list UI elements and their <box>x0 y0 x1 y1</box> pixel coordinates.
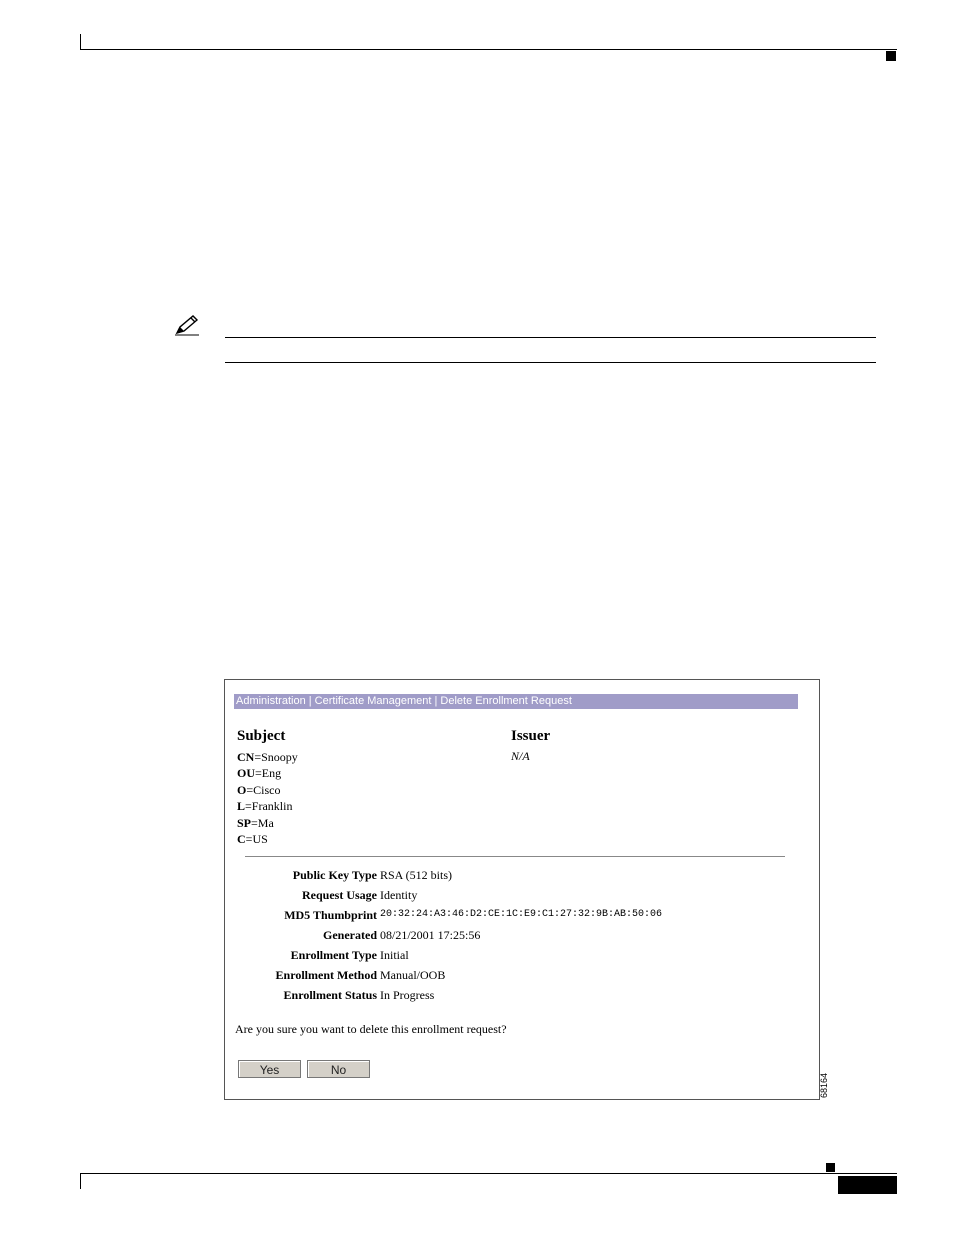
property-value: RSA (512 bits) <box>380 868 453 882</box>
note-pencil-icon <box>174 314 200 336</box>
property-value: 08/21/2001 17:25:56 <box>380 928 481 942</box>
issuer-heading: Issuer <box>511 728 551 744</box>
subject-field-c: C=US <box>237 832 268 847</box>
header-tick <box>80 34 81 50</box>
property-label: Enrollment Type <box>290 948 377 962</box>
property-label: Enrollment Status <box>283 988 377 1002</box>
breadcrumb: Administration | Certificate Management | Delete Enrollment Request <box>234 694 798 709</box>
note-rule-bottom <box>225 362 876 363</box>
property-label: Public Key Type <box>292 868 377 882</box>
section-divider <box>245 856 785 857</box>
property-label: Generated <box>323 928 377 942</box>
subject-field-cn: CN=Snoopy <box>237 750 298 764</box>
subject-field-sp: SP=Ma <box>237 815 274 830</box>
property-label: Request Usage <box>302 888 377 902</box>
no-button[interactable]: No <box>307 1060 370 1078</box>
yes-button[interactable]: Yes <box>238 1060 301 1078</box>
subject-field-o: O=Cisco <box>237 782 281 797</box>
confirm-question: Are you sure you want to delete this enrollment request? <box>235 1022 507 1036</box>
figure-id: 68164 <box>819 1073 829 1099</box>
property-label: MD5 Thumbprint <box>284 908 377 922</box>
page-number-block <box>838 1176 897 1194</box>
note-rule-top <box>225 337 876 338</box>
subject-heading: Subject <box>237 728 286 744</box>
footer-marker <box>826 1163 835 1172</box>
subject-field-l: L=Franklin <box>237 799 293 814</box>
header-marker <box>886 51 896 61</box>
property-value: 20:32:24:A3:46:D2:CE:1C:E9:C1:27:32:9B:AB:50:06 <box>380 909 663 920</box>
property-value: In Progress <box>380 988 435 1002</box>
footer-tick <box>80 1173 81 1189</box>
property-label: Enrollment Method <box>275 968 377 982</box>
property-value: Identity <box>380 888 418 902</box>
property-value: Initial <box>380 948 409 962</box>
subject-list <box>237 749 298 847</box>
subject-field-ou: OU=Eng <box>237 766 282 781</box>
footer-rule <box>80 1173 897 1174</box>
issuer-value: N/A <box>511 749 530 763</box>
header-rule <box>80 49 897 50</box>
delete-enrollment-screen <box>224 679 820 1100</box>
property-value: Manual/OOB <box>380 968 446 982</box>
